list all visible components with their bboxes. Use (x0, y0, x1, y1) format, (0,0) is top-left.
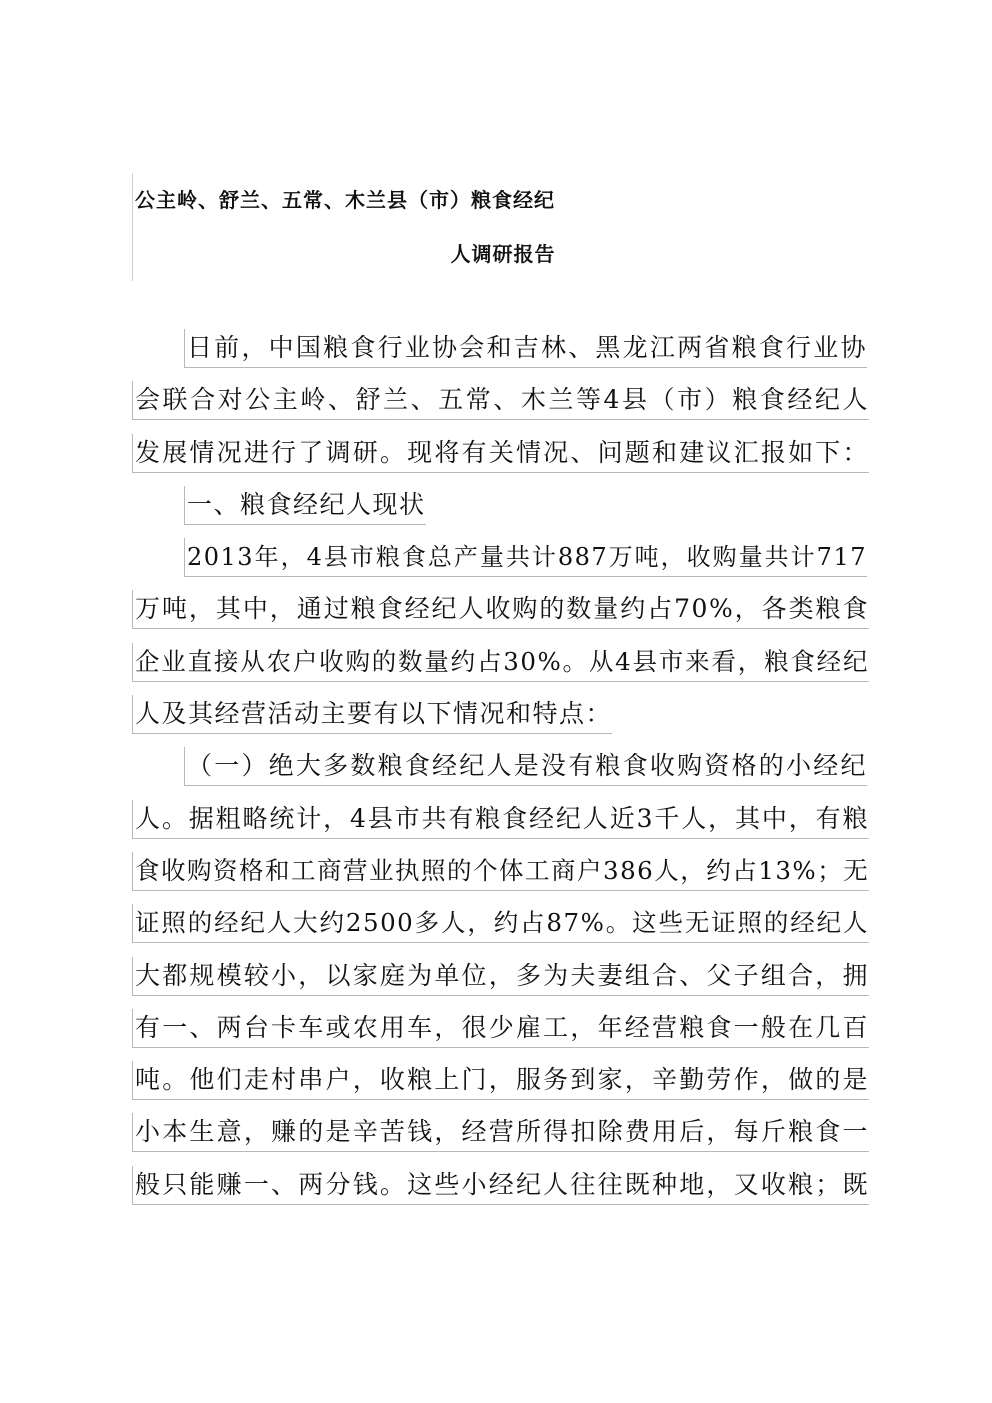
text-line-content: 会联合对公主岭、舒兰、五常、木兰等4县（市）粮食经纪人 (132, 381, 869, 420)
text-line-content: 日前，中国粮食行业协会和吉林、黑龙江两省粮食行业协 (184, 329, 867, 368)
text-line-content: 食收购资格和工商营业执照的个体工商户386人，约占13%；无 (132, 852, 869, 891)
text-line (132, 793, 872, 845)
text-line-content: 万吨，其中，通过粮食经纪人收购的数量约占70%，各类粮食 (132, 590, 869, 629)
text-line (132, 636, 872, 688)
title-line-1: 公主岭、舒兰、五常、木兰县（市）粮食经纪 (135, 188, 555, 212)
text-line (132, 531, 872, 583)
text-line (132, 583, 872, 635)
text-line (132, 1002, 872, 1054)
text-line-content: （一）绝大多数粮食经纪人是没有粮食收购资格的小经纪 (184, 747, 867, 786)
text-line-content: 证照的经纪人大约2500多人，约占87%。这些无证照的经纪人 (132, 904, 869, 943)
text-line (132, 845, 872, 897)
text-line-content: 小本生意，赚的是辛苦钱，经营所得扣除费用后，每斤粮食一 (132, 1113, 869, 1152)
text-line (132, 479, 872, 531)
text-line-content: 有一、两台卡车或农用车，很少雇工，年经营粮食一般在几百 (132, 1009, 869, 1048)
text-line (132, 322, 872, 374)
text-line (132, 897, 872, 949)
text-line (132, 740, 872, 792)
text-line (132, 1054, 872, 1106)
text-line (132, 688, 872, 740)
text-line (132, 374, 872, 426)
text-line-content: 大都规模较小，以家庭为单位，多为夫妻组合、父子组合，拥 (132, 957, 869, 996)
text-line-content: 吨。他们走村串户，收粮上门，服务到家，辛勤劳作，做的是 (132, 1061, 869, 1100)
text-line-content: 发展情况进行了调研。现将有关情况、问题和建议汇报如下： (132, 434, 869, 473)
title-line-2: 人调研报告 (450, 242, 556, 266)
document-title (132, 173, 873, 281)
text-line-content: 般只能赚一、两分钱。这些小经纪人往往既种地，又收粮；既 (132, 1166, 869, 1205)
text-line-content: 人及其经营活动主要有以下情况和特点： (132, 695, 612, 734)
text-line-content: 企业直接从农户收购的数量约占30%。从4县市来看，粮食经纪 (132, 643, 869, 682)
text-line-content: 人。据粗略统计，4县市共有粮食经纪人近3千人，其中，有粮 (132, 800, 869, 839)
text-line (132, 1159, 872, 1211)
text-line (132, 427, 872, 479)
text-line (132, 950, 872, 1002)
text-line-content: 2013年，4县市粮食总产量共计887万吨，收购量共计717 (184, 538, 867, 577)
document-body (132, 322, 872, 1211)
text-line-content: 一、粮食经纪人现状 (184, 486, 426, 525)
text-line (132, 1106, 872, 1158)
